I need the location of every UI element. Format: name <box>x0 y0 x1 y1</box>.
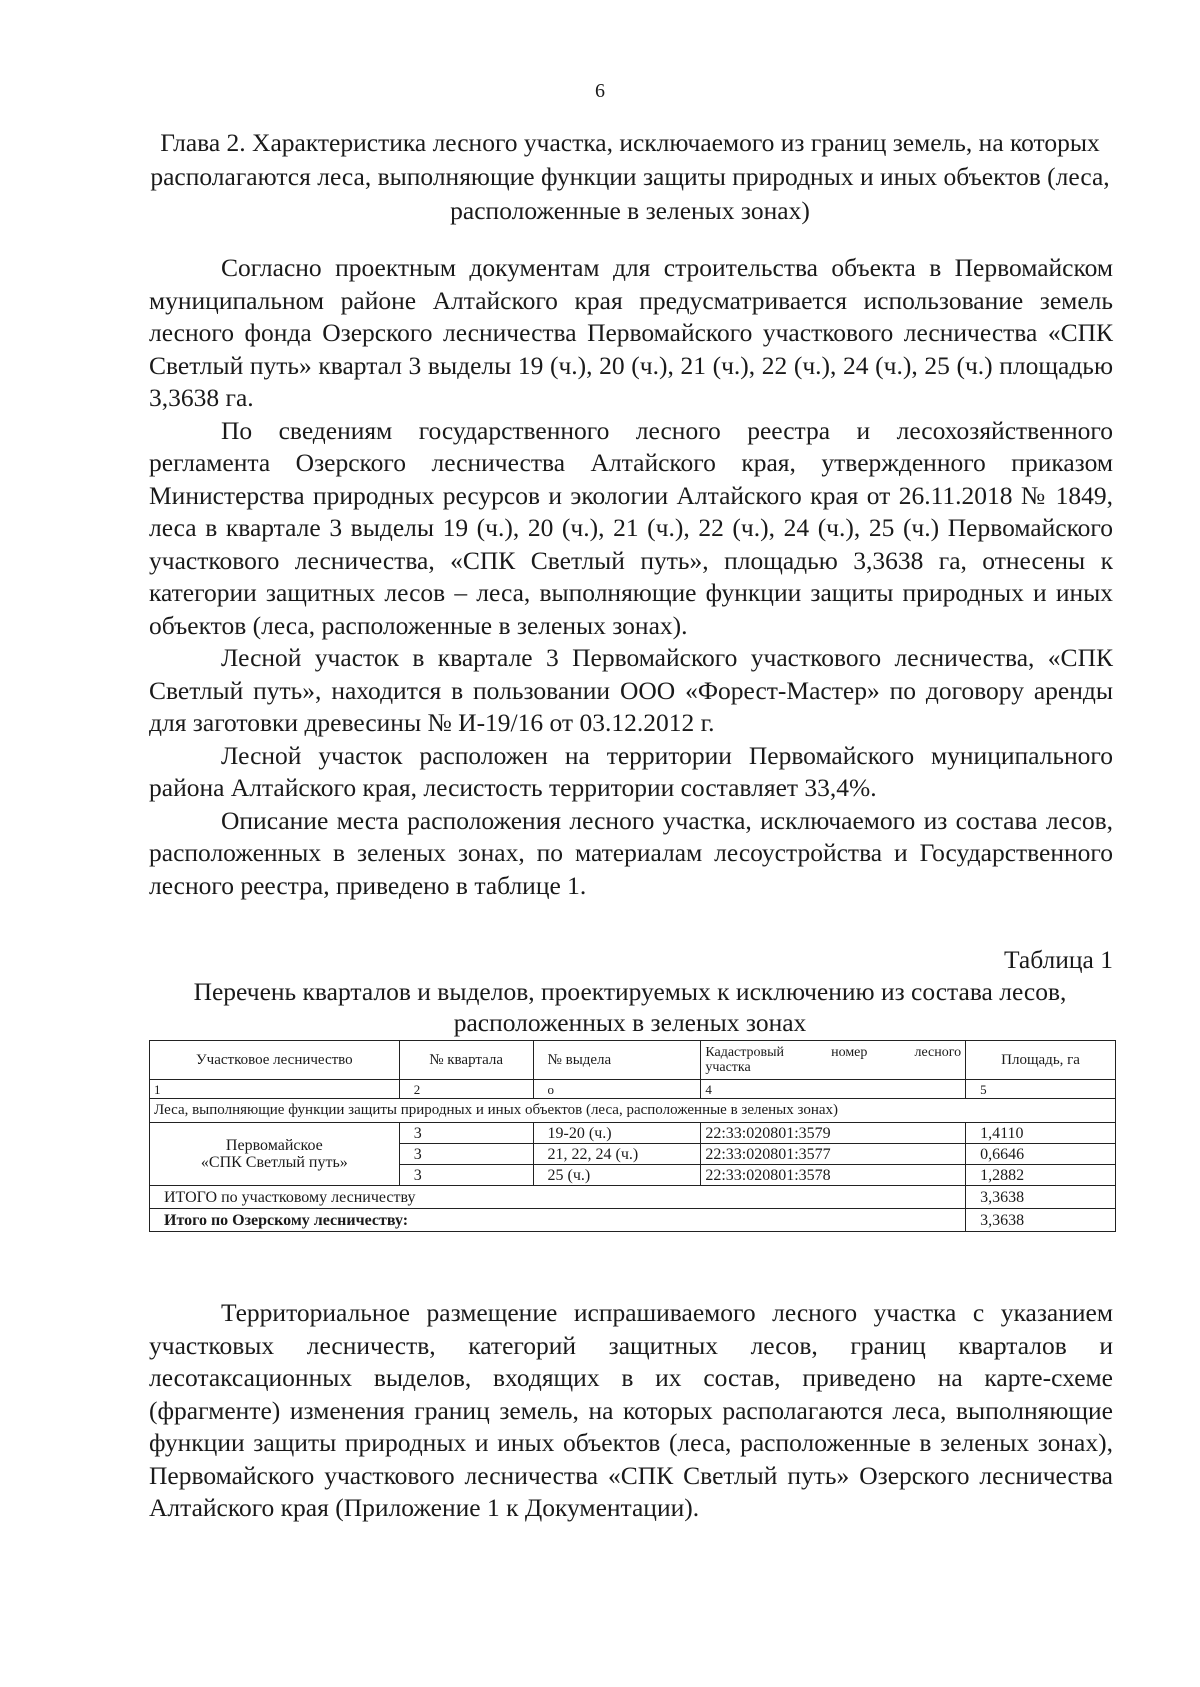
table-caption: Таблица 1 <box>1003 945 1113 974</box>
col-number-4: 4 <box>701 1080 966 1099</box>
forestry-name-line2: «СПК Светлый путь» <box>200 1154 348 1171</box>
cell-cadastre: 22:33:020801:3578 <box>701 1165 966 1186</box>
total-value: 3,3638 <box>966 1209 1116 1232</box>
subtotal-label: ИТОГО по участковому лесничеству <box>150 1186 966 1209</box>
header-kvartal: № квартала <box>399 1041 533 1080</box>
header-cadastre-word1: Кадастровый <box>705 1045 785 1060</box>
paragraph-4: Лесной участок расположен на территории Первомайского муниципального района Алтайского края, лесистость территории составляет 33,4%. <box>149 740 1113 802</box>
header-area: Площадь, га <box>966 1041 1116 1080</box>
total-row <box>150 1209 1116 1232</box>
chapter-title: Глава 2. Характеристика лесного участка, исключаемого из границ земель, на которых располагаются леса, выполняющие функции защиты природных и иных объектов (леса, расположенные в зеленых зонах) <box>150 128 1110 225</box>
page-number: 6 <box>595 80 605 102</box>
table-row <box>150 1123 1116 1144</box>
group-label: Леса, выполняющие функции защиты природных и иных объектов (леса, расположенные в зеленых зонах) <box>150 1099 1116 1123</box>
closing-text <box>149 1297 1113 1525</box>
col-number-5: 5 <box>966 1080 1116 1099</box>
header-cadastre-word2: номер <box>831 1045 868 1060</box>
cell-kvartal: 3 <box>399 1165 533 1186</box>
table-numbering-row <box>150 1080 1116 1099</box>
table-group-row <box>150 1099 1116 1123</box>
cell-vydel: 21, 22, 24 (ч.) <box>533 1144 701 1165</box>
forestry-name <box>150 1123 400 1186</box>
col-number-1: 1 <box>150 1080 400 1099</box>
table-header-row <box>150 1041 1116 1080</box>
closing-paragraph: Территориальное размещение испрашиваемого лесного участка с указанием участковых лесничеств, категорий защитных лесов, границ кварталов и лесотаксационных выделов, входящих в их состав, приведено на карте-схеме (фрагменте) изменения границ земель, на которых располагаются леса, выполняющие функции защиты природных и иных объектов (леса, расположенные в зеленых зонах), Первомайского участкового лесничества «СПК Светлый путь» Озерского лесничества Алтайского края (Приложение 1 к Документации). <box>149 1298 1113 1522</box>
paragraph-1: Согласно проектным документам для строительства объекта в Первомайском муниципальном районе Алтайского края предусматривается использование земель лесного фонда Озерского лесничества Первомайского участкового лесничества «СПК Светлый путь» квартал 3 выделы 19 (ч.), 20 (ч.), 21 (ч.), 22 (ч.), 24 (ч.), 25 (ч.) площадью 3,3638 га. <box>149 253 1113 412</box>
header-forestry: Участковое лесничество <box>150 1041 400 1080</box>
body-text <box>149 252 1113 902</box>
header-vydel: № выдела <box>533 1041 701 1080</box>
cell-area: 0,6646 <box>966 1144 1116 1165</box>
cell-vydel: 25 (ч.) <box>533 1165 701 1186</box>
header-cadastre-word3: лесного <box>914 1045 962 1060</box>
cell-area: 1,4110 <box>966 1123 1116 1144</box>
subtotal-row <box>150 1186 1116 1209</box>
forest-plots-table <box>149 1040 1116 1232</box>
cell-cadastre: 22:33:020801:3579 <box>701 1123 966 1144</box>
paragraph-3: Лесной участок в квартале 3 Первомайского участкового лесничества, «СПК Светлый путь», находится в пользовании ООО «Форест-Мастер» по договору аренды для заготовки древесины № И-19/16 от 03.12.2012 г. <box>149 643 1113 737</box>
cell-area: 1,2882 <box>966 1165 1116 1186</box>
cell-cadastre: 22:33:020801:3577 <box>701 1144 966 1165</box>
paragraph-5: Описание места расположения лесного участка, исключаемого из состава лесов, расположенных в зеленых зонах, по материалам лесоустройства и Государственного лесного реестра, приведено в таблице 1. <box>149 805 1113 900</box>
cell-kvartal: 3 <box>399 1144 533 1165</box>
total-label: Итого по Озерскому лесничеству: <box>150 1209 966 1232</box>
subtotal-value: 3,3638 <box>966 1186 1116 1209</box>
col-number-3: о <box>533 1080 701 1099</box>
col-number-2: 2 <box>399 1080 533 1099</box>
table-title: Перечень кварталов и выделов, проектируемых к исключению из состава лесов, расположенных в зеленых зонах <box>193 977 1067 1037</box>
cell-vydel: 19-20 (ч.) <box>533 1123 701 1144</box>
header-cadastre <box>701 1041 966 1080</box>
cell-kvartal: 3 <box>399 1123 533 1144</box>
paragraph-2: По сведениям государственного лесного реестра и лесохозяйственного регламента Озерского лесничества Алтайского края, утвержденного приказом Министерства природных ресурсов и экологии Алтайского края от 26.11.2018 № 1849, леса в квартале 3 выделы 19 (ч.), 20 (ч.), 21 (ч.), 22 (ч.), 24 (ч.), 25 (ч.) Первомайского участкового лесничества, «СПК Светлый путь», площадью 3,3638 га, отнесены к категории защитных лесов – леса, выполняющие функции защиты природных и иных объектов (леса, расположенные в зеленых зонах). <box>149 415 1113 640</box>
forestry-name-line1: Первомайское <box>225 1137 323 1154</box>
header-cadastre-word4: участка <box>705 1060 751 1075</box>
